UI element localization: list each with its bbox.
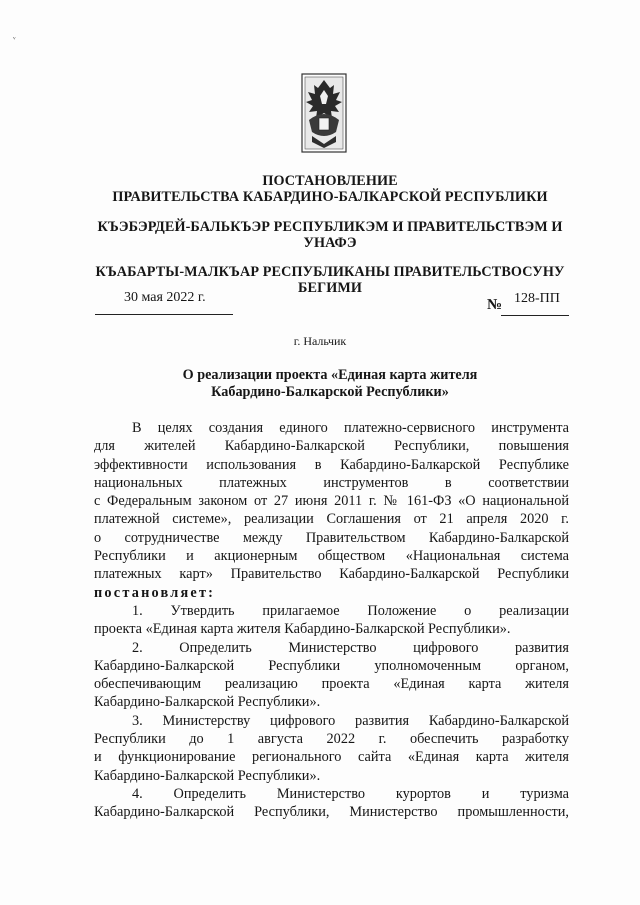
heading-line: КЪЭБЭРДЕЙ-БАЛЬКЪЭР РЕСПУБЛИКЭМ И ПРАВИТЕЛЬСТВЭМ И — [97, 219, 563, 235]
body-line: эффективности использования в Кабардино-Балкарской Республике — [94, 456, 569, 473]
title-line: О реализации проекта «Единая карта жителя — [182, 367, 478, 383]
title-line: Кабардино-Балкарской Республики» — [211, 384, 449, 400]
coat-of-arms-emblem — [296, 70, 352, 156]
body-line: платежной системе», реализации Соглашения от 21 апреля 2020 г. — [94, 511, 569, 528]
body-line: платежных карт» Правительство Кабардино-Балкарской Республики — [94, 566, 569, 583]
body-line: Кабардино-Балкарской Республики». — [94, 694, 321, 711]
heading-line: БЕГИМИ — [298, 280, 362, 296]
body-line: национальных платежных инструментов в соответствии — [94, 474, 569, 491]
heading-line: УНАФЭ — [303, 235, 357, 251]
body-line: Республики до 1 августа 2022 г. обеспечить разработку — [94, 731, 569, 748]
heading-line: ПРАВИТЕЛЬСТВА КАБАРДИНО-БАЛКАРСКОЙ РЕСПУБЛИКИ — [112, 189, 548, 205]
body-line: проекта «Единая карта жителя Кабардино-Балкарской Республики». — [94, 621, 511, 638]
body-line: 4. Определить Министерство курортов и туризма — [132, 785, 569, 802]
body-line: для жителей Кабардино-Балкарской Республики, повышения — [94, 438, 569, 455]
decree-heading — [80, 173, 580, 205]
body-line: обеспечивающим реализацию проекта «Единая карта жителя — [94, 676, 569, 693]
body-line: Кабардино-Балкарской Республики». — [94, 767, 321, 784]
body-line: 2. Определить Министерство цифрового развития — [132, 639, 569, 656]
city-name: г. Нальчик — [293, 334, 347, 348]
resolves-word: постановляет: — [94, 584, 216, 601]
decree-number: 128-ПП — [514, 291, 560, 306]
kabardian-heading — [80, 219, 580, 251]
body-line: Кабардино-Балкарской Республики уполномоченным органом, — [94, 657, 569, 674]
body-line: Кабардино-Балкарской Республики, Министерство промышленности, — [94, 804, 569, 821]
scan-speck: ᵛ — [13, 34, 16, 44]
number-sign: № — [487, 297, 503, 313]
heading-line: ПОСТАНОВЛЕНИЕ — [262, 173, 398, 189]
number-underline — [501, 315, 569, 316]
decree-title — [100, 367, 560, 401]
body-line: о сотрудничестве между Правительством Кабардино-Балкарской — [94, 529, 569, 546]
body-line: 1. Утвердить прилагаемое Положение о реализации — [132, 602, 569, 619]
date-underline — [95, 314, 233, 315]
body-line: с Федеральным законом от 27 июня 2011 г. № 161-ФЗ «О национальной — [94, 493, 569, 510]
decree-body — [94, 419, 569, 822]
heading-line: КЪАБАРТЫ-МАЛКЪАР РЕСПУБЛИКАНЫ ПРАВИТЕЛЬСТВОСУНУ — [95, 264, 565, 280]
body-line: 3. Министерству цифрового развития Кабардино-Балкарской — [132, 712, 569, 729]
decree-date: 30 мая 2022 г. — [124, 290, 206, 305]
body-line: В целях создания единого платежно-сервисного инструмента — [132, 420, 569, 436]
body-line: Республики и акционерным обществом «Национальная система — [94, 548, 569, 565]
body-line: и функционирование регионального сайта «Единая карта жителя — [94, 749, 569, 766]
